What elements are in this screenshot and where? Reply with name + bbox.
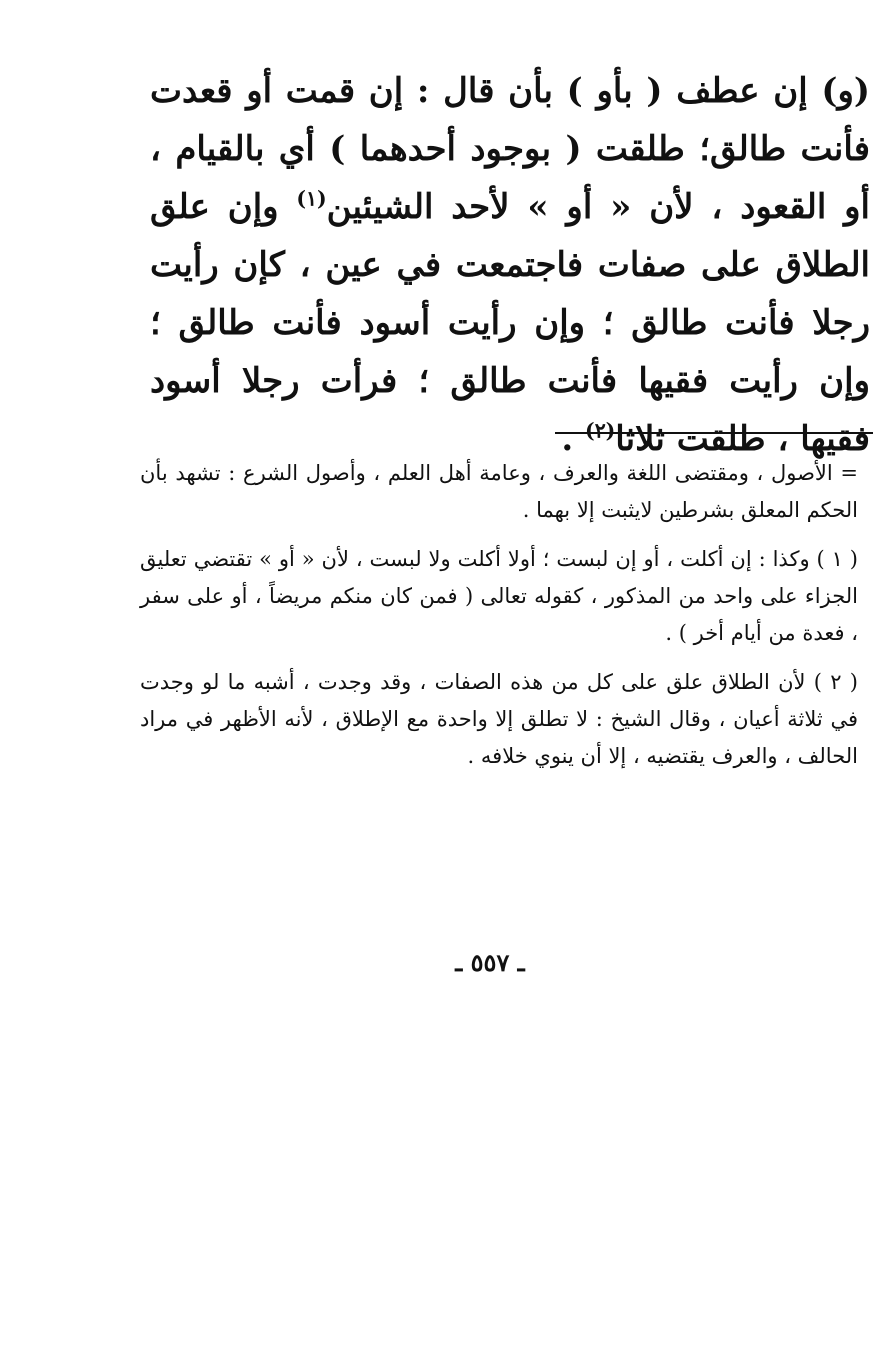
main-text xyxy=(150,62,870,468)
footnote-1: ( ١ ) وكذا : إن أكلت ، أو إن لبست ؛ أولا أكلت ولا لبست ، لأن « أو » تقتضي تعليق الجزاء على واحد من المذكور ، كقوله تعالى ( فمن كان منكم مريضاً ، أو على سفر ، فعدة من أيام أخر ) . xyxy=(140,547,858,645)
footnote-ref-2: (٢) xyxy=(585,418,616,443)
page-number: ـ ٥٥٧ ـ xyxy=(455,948,525,977)
main-text-part-3: . xyxy=(561,419,586,459)
footnotes-section xyxy=(140,455,858,787)
footnote-2: ( ٢ ) لأن الطلاق علق على كل من هذه الصفات ، وقد وجدت ، أشبه ما لو وجدت في ثلاثة أعيان ، وقال الشيخ : لا تطلق إلا واحدة مع الإطلاق ، لأنه الأظهر في مراد الحالف ، والعرف يقتضيه ، إلا أن ينوي خلافه . xyxy=(140,670,858,768)
main-text-part-2: وإن علق الطلاق على صفات فاجتمعت في عين ، كإن رأيت رجلا فأنت طالق ؛ وإن رأيت أسود فأنت طالق ؛ وإن رأيت فقيها فأنت طالق ؛ فرأت رجلا أسود فقيها ، طلقت ثلاثا xyxy=(150,187,870,459)
main-text-part-1: (و) إن عطف ( بأو ) بأن قال : إن قمت أو قعدت فأنت طالق؛ طلقت ( بوجود أحدهما ) أي بالقيام ، أو القعود ، لأن « أو » لأحد الشيئين xyxy=(150,71,870,227)
footnote-ref-1: (١) xyxy=(296,186,327,211)
footnote-continued: = الأصول ، ومقتضى اللغة والعرف ، وعامة أهل العلم ، وأصول الشرع : تشهد بأن الحكم المعلق بشرطين لايثبت إلا بهما . xyxy=(140,461,858,522)
footnote-divider xyxy=(555,432,873,434)
